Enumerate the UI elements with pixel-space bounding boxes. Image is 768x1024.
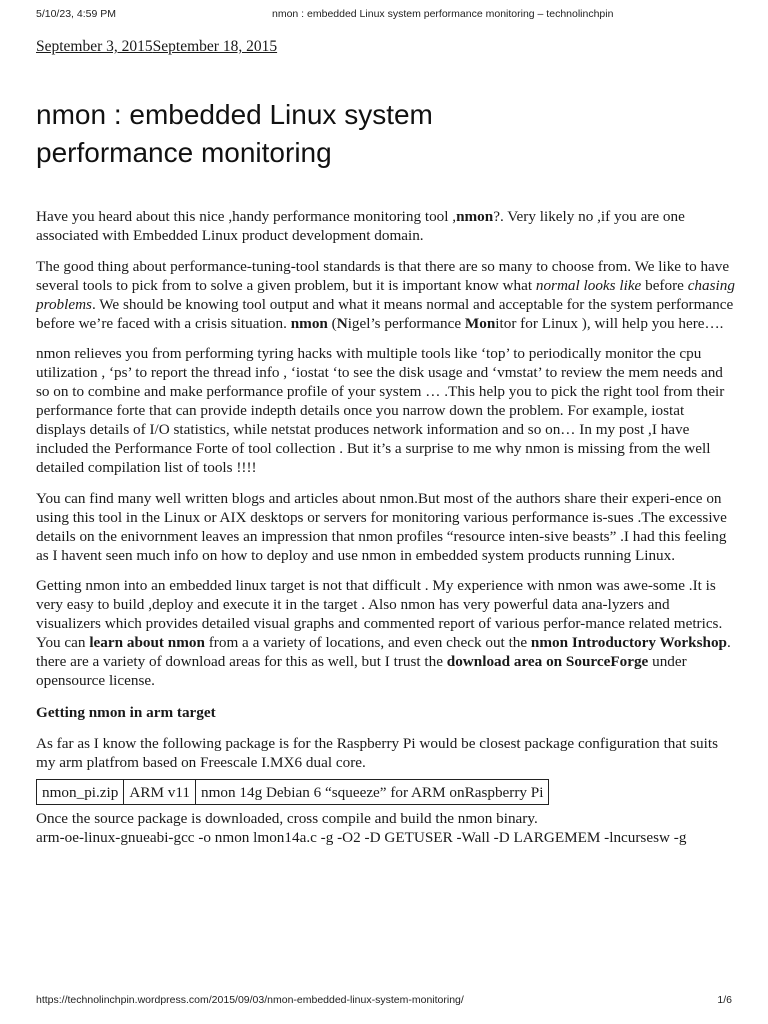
title-line-1: nmon : embedded Linux system <box>36 99 433 130</box>
paragraph-experience: Getting nmon into an embedded linux target is not that difficult . My experience with nmon was awe-some .It is very easy to build ,deploy and execute it in the target . Also nmon has very powerful data ana-lyzers and visualizers which provides detailed visual graphs and commented report of various perfor-mance related metrics. <box>36 577 723 633</box>
print-page-number: 1/6 <box>717 994 732 1006</box>
section-heading: Getting nmon in arm target <box>36 703 216 721</box>
paragraph-intro: Have you heard about this nice ,handy performance monitoring tool ,nmon?. Very likely no ,if you are one associated with Embedded Linux product development domain. <box>36 208 685 244</box>
print-footer-url: https://technolinchpin.wordpress.com/2015/09/03/nmon-embedded-linux-system-monitoring/ <box>36 994 464 1006</box>
post-dates <box>36 38 277 56</box>
sourceforge-download-link[interactable]: download area on SourceForge <box>446 653 649 671</box>
published-date-link[interactable]: September 3, 2015 <box>36 38 153 55</box>
package-table <box>36 779 549 805</box>
learn-about-nmon-link[interactable]: learn about nmon <box>89 634 205 652</box>
table-row <box>37 779 549 804</box>
nmon-workshop-link[interactable]: nmon Introductory Workshop <box>530 634 728 652</box>
article-body <box>36 208 736 847</box>
paragraph-build: Once the source package is downloaded, cross compile and build the nmon binary. <box>36 809 538 827</box>
print-doc-title: nmon : embedded Linux system performance monitoring – technolinchpin <box>272 8 614 20</box>
title-line-2: performance monitoring <box>36 137 332 168</box>
article-title <box>36 96 726 172</box>
nmon-bold: nmon <box>456 208 494 225</box>
build-command: arm-oe-linux-gnueabi-gcc -o nmon lmon14a.c -g -O2 -D GETUSER -Wall -D LARGEMEM -lncursesw -g <box>36 828 687 846</box>
paragraph-learn: You can learn about nmon from a a variety of locations, and even check out the nmon Introductory Workshop. there are a variety of download areas for this as well, but I trust the download area on SourceForge under opensource license. <box>36 634 731 689</box>
paragraph-tools: nmon relieves you from performing tyring hacks with multiple tools like ‘top’ to periodically monitor the cpu utilization , ‘ps’ to report the thread info , ‘iostat ‘to see the disk usage and ‘vmstat’ to review the mem needs and so on to combine and make performance profile of your system … .This help you to pick the right tool from their performance forte that can provide indepth details once you narrow down the problem. For example, iostat displays details of I/O statistics, while netstat produces network information and so on… In my post ,I have included the Performance Forte of tool collection . But it’s a surprise to me why nmon is missing from the well detailed compilation list of tools !!!! <box>36 345 725 476</box>
package-file-cell[interactable]: nmon_pi.zip <box>37 779 124 804</box>
package-description-cell: nmon 14g Debian 6 “squeeze” for ARM onRaspberry Pi <box>195 779 549 804</box>
paragraph-blogs: You can find many well written blogs and articles about nmon.But most of the authors share their experi-ence on using this tool in the Linux or AIX desktops or servers for monitoring various performance is-sues .The excessive details on the enivornment leaves an impression that nmon profiles “resource inten-sive beasts” .I had this feeling as I havent seen much info on how to deploy and use nmon in embedded system products running Linux. <box>36 489 727 564</box>
paragraph-package: As far as I know the following package is for the Raspberry Pi would be closest package configuration that suits my arm platfrom based on Freescale I.MX6 dual core. <box>36 734 718 771</box>
print-datetime: 5/10/23, 4:59 PM <box>36 8 116 20</box>
updated-date-link[interactable]: September 18, 2015 <box>152 38 278 55</box>
paragraph-standards: The good thing about performance-tuning-tool standards is that there are so many to choose from. We like to have several tools to pick from to solve a given problem, but it is important know what normal looks like before chasing problems. We should be knowing tool output and what it means normal and acceptable for the system performance before we’re faced with a crisis situation. nmon (Nigel’s performance Monitor for Linux ), will help you here…. <box>36 257 735 332</box>
package-arch-cell: ARM v11 <box>124 779 196 804</box>
